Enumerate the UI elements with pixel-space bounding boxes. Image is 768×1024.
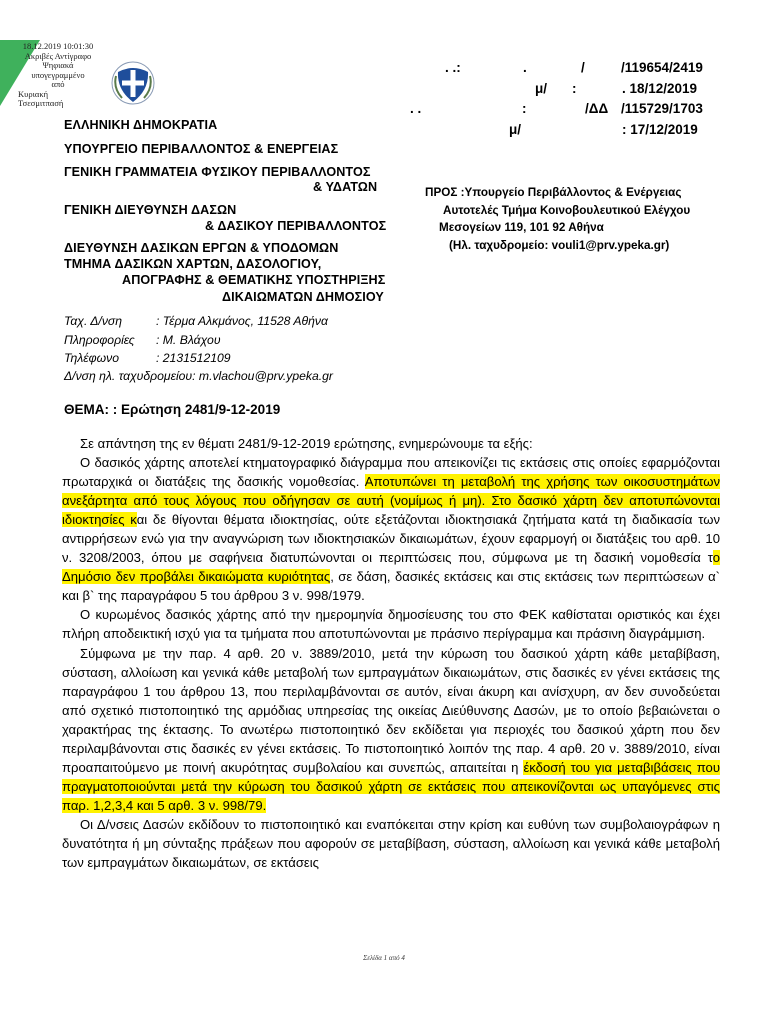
ref-3-part-b: : — [522, 101, 527, 116]
info-value: : Μ. Βλάχου — [156, 333, 221, 347]
ref-1-part-a: . .: — [445, 60, 461, 75]
document-subject: ΘΕΜΑ: : Ερώτηση 2481/9-12-2019 — [64, 402, 281, 417]
paragraph: Οι Δ/νσεις Δασών εκδίδουν το πιστοποιητικό και εναπόκειται στην κρίση και ευθύνη των συμβολαιογράφων η δυνατότητα ή μη σύνταξης πράξεων που αφορούν σε μεταβίβαση, σύσταση, αλλοίωση και γενικά κάθε μεταβολή των εμπραγμάτων δικαιωμάτων, σε εκτάσεις — [62, 816, 720, 871]
ref-4-part-a: μ/ — [509, 121, 522, 137]
contact-phone — [64, 351, 231, 365]
sender-secretariat-cont: & ΥΔΑΤΩΝ — [313, 180, 378, 194]
stamp-line: Ψηφιακά — [42, 60, 74, 70]
recipient-block — [425, 184, 690, 254]
recipient-line: Αυτοτελές Τμήμα Κοινοβουλευτικού Ελέγχου — [443, 203, 691, 217]
info-label: Πληροφορίες — [64, 333, 135, 347]
sender-directorate: ΔΙΕΥΘΥΝΣΗ ΔΑΣΙΚΩΝ ΕΡΓΩΝ & ΥΠΟΔΟΜΩΝ — [64, 241, 339, 255]
highlighted-text: Αποτυπώνει τη μεταβολή της χρήσης των οικοσυστημάτων ανεξάρτητα από τους λόγους που οδήγησαν σε αυτή (νομίμως ή μη). Στο δασικό χάρτη δεν αποτυπώνονται ιδιοκτησίες κ — [62, 474, 721, 528]
sender-department: ΤΜΗΜΑ ΔΑΣΙΚΩΝ ΧΑΡΤΩΝ, ΔΑΣΟΛΟΓΙΟΥ, — [64, 257, 322, 271]
contact-email — [64, 369, 333, 383]
text-run: Ο δασικός χάρτης αποτελεί κτηματογραφικό διάγραμμα που απεικονίζει τις εκτάσεις στις οποίες εφαρμόζονται πρωταρχικά οι διατάξεις της δασικής νομοθεσίας. — [62, 455, 720, 490]
sender-general-directorate-cont: & ΔΑΣΙΚΟΥ ΠΕΡΙΒΑΛΛΟΝΤΟΣ — [205, 219, 387, 233]
address-label: Ταχ. Δ/νση — [64, 314, 123, 328]
paragraph — [62, 453, 720, 605]
digital-signature-stamp — [14, 42, 102, 109]
sender-secretariat: ΓΕΝΙΚΗ ΓΡΑΜΜΑΤΕΙΑ ΦΥΣΙΚΟΥ ΠΕΡΙΒΑΛΛΟΝΤΟΣ — [64, 165, 371, 179]
contact-address — [64, 314, 328, 328]
highlighted-text: ο Δημόσιο δεν προβάλει δικαιώματα κυριότητας — [62, 550, 720, 585]
stamp-line: Ακριβές Αντίγραφο — [24, 50, 92, 61]
ref-1-number: /119654/2419 — [621, 60, 703, 75]
recipient-line: Μεσογείων 119, 101 92 Αθήνα — [439, 221, 604, 234]
email-value: : m.vlachou@prv.ypeka.gr — [192, 369, 333, 383]
ref-3-part-a: . . — [410, 101, 422, 116]
text-run: Σύμφωνα με την παρ. 4 αρθ. 20 ν. 3889/2010, μετά την κύρωση του δασικού χάρτη κάθε μεταβίβαση, σύσταση, αλλοίωση και γενικά κάθε μεταβολή των εμπραγμάτων δικαιωμάτων, στις δασικές εν γένει εκτάσεις της παραγράφου 1 του άρθρου 13, που περιλαμβάνονται σε αυτόν, είναι άκυρη και ανίσχυρη, αν δεν συνοδεύεται από σχετικό πιστοποιητικό της αρμόδιας υπηρεσίας της οικείας Διεύθυνσης Δασών, με το οποίο βεβαιώνεται ο χαρακτήρας της έκτασης. Το ανωτέρω πιστοποιητικό δεν εκδίδεται για περιοχές του δασικού χάρτη που δεν περιλαμβάνονται στις δασικές εν γένει εκτάσεις. Το πιστοποιητικό λοιπόν της παρ. 4 αρθ. 20 ν. 3889/2010, είναι προαπαιτούμενο με ποινή ακυρότητας συμβολαίου και συνεπώς, απαιτείται η — [62, 645, 720, 775]
greek-state-emblem-icon — [110, 60, 156, 106]
page-number-footer: Σελίδα 1 από 4 — [363, 954, 405, 962]
ref-2-date: . 18/12/2019 — [622, 80, 698, 96]
ref-3-number: /115729/1703 — [621, 101, 703, 116]
stamp-line: Κυριακή — [18, 88, 49, 99]
paragraph: Ο κυρωμένος δασικός χάρτης από την ημερομηνία δημοσίευσης του στο ΦΕΚ καθίσταται οριστικός και έχει πλήρη αποδεικτική ισχύ για τα τμήματα που αποτυπώνονται με πράσινο περίγραμμα και πράσινη διαγράμμιση. — [62, 607, 720, 642]
address-value: : Τέρμα Αλκμάνος, 11528 Αθήνα — [156, 314, 328, 328]
stamp-line: Τσεσμιτπασή — [18, 98, 64, 108]
contact-info — [64, 333, 221, 347]
email-label: Δ/νση ηλ. ταχυδρομείου — [64, 369, 193, 383]
stamp-line: υπογεγραμμένο — [31, 69, 85, 80]
protocol-references — [395, 58, 725, 140]
paragraph: Σε απάντηση της εν θέματι 2481/9-12-2019 ερώτησης, ενημερώνουμε τα εξής: — [80, 436, 533, 451]
ref-2-part-a: μ/ — [535, 80, 548, 96]
stamp-line: από — [51, 79, 65, 89]
phone-label: Τηλέφωνο — [64, 351, 119, 365]
text-run: , σε δάση, δασικές εκτάσεις και στις εκτάσεις των περιπτώσεων α` και β` της παραγράφου 5 του άρθρου 3 ν. 998/1979. — [62, 569, 720, 604]
ref-1-part-b: . — [523, 60, 527, 75]
highlighted-text: έκδοσή του για μεταβιβάσεις που πραγματοποιούνται μετά την κύρωση του δασικού χάρτη σε εκτάσεις που απεικονίζονται ως υπαγόμενες στις παρ. 1,2,3,4 και 5 αρθ. 3 ν. 998/79. — [62, 759, 720, 813]
document-body — [62, 434, 720, 872]
sender-general-directorate: ΓΕΝΙΚΗ ΔΙΕΥΘΥΝΣΗ ΔΑΣΩΝ — [64, 203, 237, 217]
ref-3-part-c: /ΔΔ — [585, 101, 609, 116]
recipient-line: ΠΡΟΣ :Υπουργείο Περιβάλλοντος & Ενέργειας — [425, 186, 682, 199]
ref-1-part-c: / — [581, 60, 585, 75]
sender-department-cont-2: ΔΙΚΑΙΩΜΑΤΩΝ ΔΗΜΟΣΙΟΥ — [222, 290, 384, 304]
paragraph — [62, 644, 720, 815]
recipient-email: (Ηλ. ταχυδρομείο: vouli1@prv.ypeka.gr) — [449, 238, 670, 252]
sender-republic: ΕΛΛΗΝΙΚΗ ΔΗΜΟΚΡΑΤΙΑ — [64, 118, 218, 132]
ref-4-date: : 17/12/2019 — [622, 121, 698, 137]
sender-department-cont: ΑΠΟΓΡΑΦΗΣ & ΘΕΜΑΤΙΚΗΣ ΥΠΟΣΤΗΡΙΞΗΣ — [122, 273, 386, 287]
sender-ministry: ΥΠΟΥΡΓΕΙΟ ΠΕΡΙΒΑΛΛΟΝΤΟΣ & ΕΝΕΡΓΕΙΑΣ — [64, 142, 339, 156]
phone-value: : 2131512109 — [156, 351, 231, 365]
ref-2-part-b: : — [572, 80, 577, 96]
text-run: αι δε θίγονται θέματα ιδιοκτησίας, ούτε εξετάζονται ιδιοκτησιακά ζητήματα κατά τη διαδικασία των αντιρρήσεων ενώ για την αναγνώριση των ιδιοκτησιακών δικαιωμάτων, έχουν εφαρμογή οι διατάξεις του αρθ. 10 ν. 3208/2003, όπου με σαφήνεια διατυπώνονται οι περιπτώσεις που, σύμφωνα με τη δασική νομοθεσία τ — [62, 512, 720, 566]
stamp-line: 18.12.2019 10:01:30 — [22, 41, 94, 51]
